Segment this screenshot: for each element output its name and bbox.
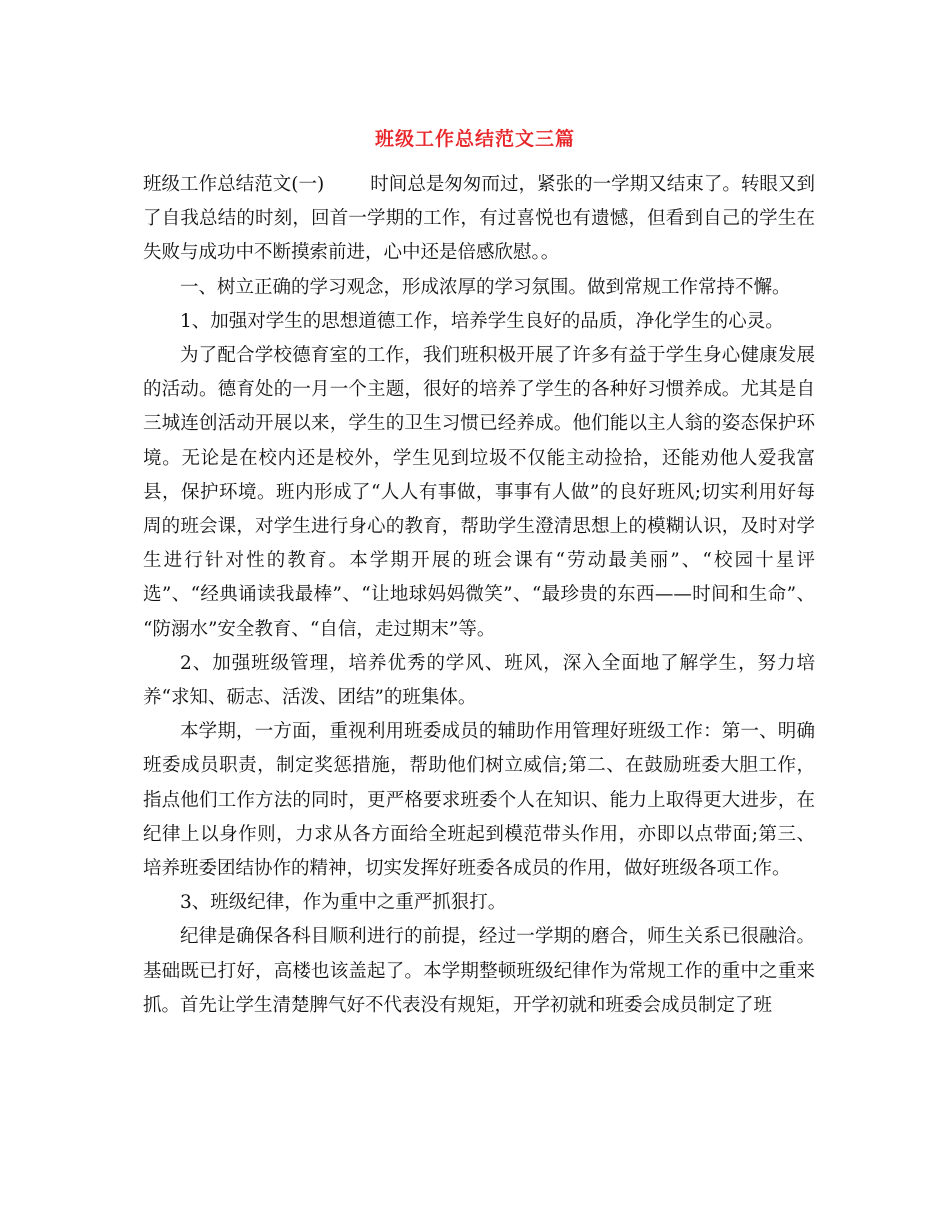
paragraph-subheading-3: 3、班级纪律，作为重中之重严抓狠打。	[180, 892, 507, 914]
paragraph-subheading-2: 2、加强班级管理，培养优秀的学风、班风，深入全面地了解学生，努力培养“求知、砺志、活泼、团结”的班集体。	[143, 652, 815, 709]
paragraph-intro	[143, 168, 815, 271]
paragraph-body-3: 纪律是确保各科目顺利进行的前提，经过一学期的磨合，师生关系已很融洽。基础既已打好，高楼也该盖起了。本学期整顿班级纪律作为常规工作的重中之重来抓。首先让学生清楚脾气好不代表没有规矩，开学初就和班委会成员制定了班	[143, 926, 815, 1016]
document-body	[143, 168, 815, 1023]
paragraph-body-2: 本学期，一方面，重视利用班委成员的辅助作用管理好班级工作：第一、明确班委成员职责，制定奖惩措施，帮助他们树立威信;第二、在鼓励班委大胆工作，指点他们工作方法的同时，更严格要求班委个人在知识、能力上取得更大进步，在纪律上以身作则，力求从各方面给全班起到模范带头作用，亦即以点带面;第三、培养班委团结协作的精神，切实发挥好班委各成员的作用，做好班级各项工作。	[143, 721, 815, 880]
paragraph-body-1: 为了配合学校德育室的工作，我们班积极开展了许多有益于学生身心健康发展的活动。德育处的一月一个主题，很好的培养了学生的各种好习惯养成。尤其是自三城连创活动开展以来，学生的卫生习惯已经养成。他们能以主人翁的姿态保护环境。无论是在校内还是校外，学生见到垃圾不仅能主动捡拾，还能劝他人爱我富县，保护环境。班内形成了“人人有事做，事事有人做”的良好班风;切实利用好每周的班会课，对学生进行身心的教育，帮助学生澄清思想上的模糊认识，及时对学生进行针对性的教育。本学期开展的班会课有“劳动最美丽”、“校园十星评选”、“经典诵读我最棒”、“让地球妈妈微笑”、“最珍贵的东西——时间和生命”、 “防溺水”安全教育、“自信，走过期末”等。	[143, 345, 815, 640]
intro-text: 时间总是匆匆而过，紧张的一学期又结束了。转眼又到了自我总结的时刻，回首一学期的工作，有过喜悦也有遗憾，但看到自己的学生在失败与成功中不断摸索前进，心中还是倍感欣慰。。	[143, 174, 815, 264]
section-label: 班级工作总结范文(一)	[143, 174, 325, 195]
document-title: 班级工作总结范文三篇	[374, 128, 575, 150]
paragraph-heading-1: 一、树立正确的学习观念，形成浓厚的学习氛围。做到常规工作常持不懈。	[180, 276, 791, 298]
paragraph-subheading-1: 1、加强对学生的思想道德工作，培养学生良好的品质，净化学生的心灵。	[180, 310, 784, 332]
